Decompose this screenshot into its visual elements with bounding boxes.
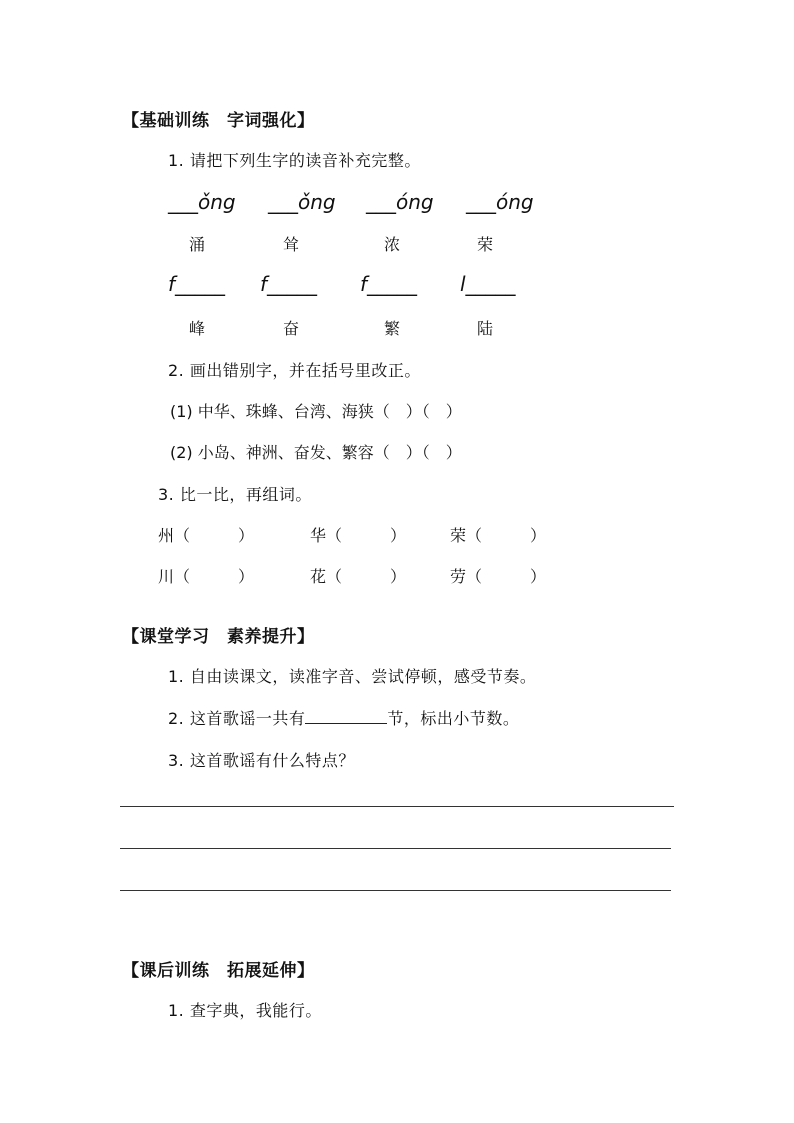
- section-heading-class: 【课堂学习 素养提升】: [122, 627, 315, 647]
- word-blank[interactable]: 劳（ ）: [450, 567, 547, 586]
- typo-item[interactable]: (1) 中华、珠蜂、台湾、海狭（ ）（ ）: [170, 402, 462, 421]
- char-item: 陆: [477, 319, 494, 338]
- word-blank[interactable]: 川（ ）: [158, 567, 255, 586]
- char-item: 峰: [189, 319, 206, 338]
- char-item: 耸: [283, 235, 300, 254]
- pinyin-blank[interactable]: ___óng: [466, 190, 534, 214]
- question-3-compare: 3. 比一比，再组词。: [158, 485, 312, 504]
- answer-line[interactable]: [120, 806, 674, 807]
- section-heading-basic: 【基础训练 字词强化】: [122, 111, 315, 131]
- question-dictionary: 1. 查字典，我能行。: [168, 1001, 322, 1020]
- char-item: 奋: [283, 319, 300, 338]
- pinyin-blank[interactable]: f_____: [260, 272, 318, 296]
- word-blank[interactable]: 州（ ）: [158, 526, 255, 545]
- pinyin-blank[interactable]: ___ǒng: [168, 190, 236, 214]
- verse-count-text-after: 节，标出小节数。: [387, 709, 520, 728]
- section-heading-after-class: 【课后训练 拓展延伸】: [122, 961, 315, 981]
- verse-count-blank[interactable]: [305, 709, 387, 724]
- pinyin-blank[interactable]: f_____: [168, 272, 226, 296]
- answer-line[interactable]: [120, 848, 671, 849]
- question-2-typo: 2. 画出错别字，并在括号里改正。: [168, 361, 421, 380]
- typo-item[interactable]: (2) 小岛、神洲、奋发、繁容（ ）（ ）: [170, 443, 462, 462]
- word-blank[interactable]: 花（ ）: [310, 567, 407, 586]
- question-read-aloud: 1. 自由读课文，读准字音、尝试停顿，感受节奏。: [168, 667, 537, 686]
- pinyin-blank[interactable]: l_____: [460, 272, 516, 296]
- word-blank[interactable]: 荣（ ）: [450, 526, 547, 545]
- word-blank[interactable]: 华（ ）: [310, 526, 407, 545]
- question-features: 3. 这首歌谣有什么特点？: [168, 751, 355, 770]
- char-item: 繁: [384, 319, 401, 338]
- pinyin-blank[interactable]: ___ǒng: [268, 190, 336, 214]
- verse-count-text-before: 2. 这首歌谣一共有: [168, 709, 306, 728]
- question-verse-count: [168, 706, 519, 729]
- char-item: 涌: [189, 235, 206, 254]
- answer-line[interactable]: [120, 890, 671, 891]
- char-item: 浓: [384, 235, 401, 254]
- pinyin-blank[interactable]: ___óng: [366, 190, 434, 214]
- pinyin-blank[interactable]: f_____: [360, 272, 418, 296]
- question-1-pinyin: 1. 请把下列生字的读音补充完整。: [168, 151, 421, 170]
- char-item: 荣: [477, 235, 494, 254]
